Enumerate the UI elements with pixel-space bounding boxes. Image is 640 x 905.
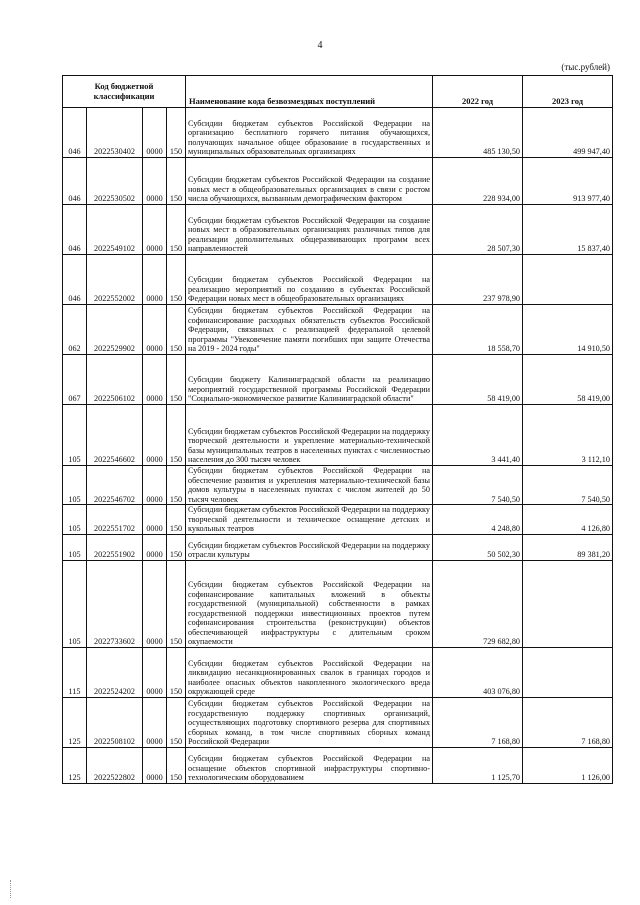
- header-year-2023: 2023 год: [523, 76, 613, 108]
- row-admin-code: 067: [63, 355, 87, 405]
- row-amount-2022: 18 558,70: [433, 305, 523, 355]
- row-budget-code: 2022733602: [87, 560, 143, 647]
- row-kind-code: 150: [167, 355, 186, 405]
- row-admin-code: 046: [63, 158, 87, 205]
- row-admin-code: 062: [63, 305, 87, 355]
- row-amount-2022: 50 502,30: [433, 534, 523, 560]
- row-amount-2022: 485 130,50: [433, 108, 523, 158]
- row-budget-code: 2022549102: [87, 205, 143, 255]
- unit-note: (тыс.рублей): [561, 62, 610, 72]
- row-description: Субсидии бюджетам субъектов Российской Федерации на поддержку творческой деятельности и укрепление материально-технической базы муниципальных театров в населенных пунктах с численностью населения до 300 тысяч человек: [186, 405, 433, 466]
- row-kind-code: 150: [167, 747, 186, 783]
- row-program-code: 0000: [143, 255, 167, 305]
- row-program-code: 0000: [143, 108, 167, 158]
- row-amount-2022: 28 507,30: [433, 205, 523, 255]
- table-row: [63, 560, 613, 647]
- row-amount-2022: 7 540,50: [433, 466, 523, 505]
- row-amount-2023: [523, 255, 613, 305]
- row-program-code: 0000: [143, 305, 167, 355]
- row-amount-2023: 499 947,40: [523, 108, 613, 158]
- row-kind-code: 150: [167, 305, 186, 355]
- row-program-code: 0000: [143, 355, 167, 405]
- row-amount-2023: 7 540,50: [523, 466, 613, 505]
- row-amount-2023: 7 168,80: [523, 697, 613, 747]
- row-amount-2023: [523, 647, 613, 697]
- row-amount-2023: 1 126,00: [523, 747, 613, 783]
- row-description: Субсидии бюджетам субъектов Российской Федерации на поддержку творческой деятельности и техническое оснащение детских и кукольных театров: [186, 505, 433, 535]
- table-row: [63, 466, 613, 505]
- row-program-code: 0000: [143, 534, 167, 560]
- row-admin-code: 105: [63, 466, 87, 505]
- row-kind-code: 150: [167, 405, 186, 466]
- row-amount-2023: 89 381,20: [523, 534, 613, 560]
- row-budget-code: 2022546702: [87, 466, 143, 505]
- row-amount-2022: 237 978,90: [433, 255, 523, 305]
- table-row: [63, 697, 613, 747]
- table-row: [63, 108, 613, 158]
- row-budget-code: 2022524202: [87, 647, 143, 697]
- table-row: [63, 534, 613, 560]
- page-number: 4: [317, 40, 323, 51]
- row-admin-code: 105: [63, 560, 87, 647]
- row-amount-2022: 3 441,40: [433, 405, 523, 466]
- row-kind-code: 150: [167, 108, 186, 158]
- row-program-code: 0000: [143, 158, 167, 205]
- row-budget-code: 2022530402: [87, 108, 143, 158]
- row-amount-2023: [523, 560, 613, 647]
- row-amount-2022: 1 125,70: [433, 747, 523, 783]
- row-kind-code: 150: [167, 505, 186, 535]
- row-description: Субсидии бюджетам субъектов Российской Федерации на ликвидацию несанкционированных свалок в границах городов и наиболее опасных объектов накопленного экологического вреда окружающей среде: [186, 647, 433, 697]
- row-description: Субсидии бюджетам субъектов Российской Федерации на государственную поддержку спортивных организаций, осуществляющих подготовку спортивного резерва для спортивных сборных команд, в том числе спортивных сборных команд Российской Федерации: [186, 697, 433, 747]
- row-program-code: 0000: [143, 405, 167, 466]
- row-amount-2022: 4 248,80: [433, 505, 523, 535]
- row-amount-2022: 58 419,00: [433, 355, 523, 405]
- budget-table: [62, 75, 613, 784]
- row-description: Субсидии бюджетам субъектов Российской Федерации на создание новых мест в образовательных организациях различных типов для реализации дополнительных общеразвивающих программ всех направленностей: [186, 205, 433, 255]
- row-description: Субсидии бюджетам субъектов Российской Федерации на создание новых мест в общеобразовательных организациях в связи с ростом числа обучающихся, вызванным демографическим фактором: [186, 158, 433, 205]
- row-kind-code: 150: [167, 560, 186, 647]
- row-description: Субсидии бюджетам субъектов Российской Федерации на оснащение объектов спортивной инфраструктуры спортивно-технологическим оборудованием: [186, 747, 433, 783]
- row-program-code: 0000: [143, 747, 167, 783]
- row-amount-2022: 729 682,80: [433, 560, 523, 647]
- row-admin-code: 046: [63, 108, 87, 158]
- row-description: Субсидии бюджетам субъектов Российской Федерации на организацию бесплатного горячего питания обучающихся, получающих начальное общее образование в государственных и муниципальных образовательных организациях: [186, 108, 433, 158]
- row-description: Субсидии бюджетам субъектов Российской Федерации на поддержку отрасли культуры: [186, 534, 433, 560]
- table-row: [63, 647, 613, 697]
- row-admin-code: 105: [63, 534, 87, 560]
- table-row: [63, 255, 613, 305]
- row-description: Субсидии бюджетам субъектов Российской Федерации на обеспечение развития и укрепления материально-технической базы домов культуры в населенных пунктах с числом жителей до 50 тысяч человек: [186, 466, 433, 505]
- row-description: Субсидии бюджетам субъектов Российской Федерации на софинансирование капитальных вложений в объекты государственной (муниципальной) собственности в рамках государственной поддержки инвестиционных проектов путем софинансирования строительства (реконструкции) объектов обеспечивающей инфраструктуры с длительным сроком окупаемости: [186, 560, 433, 647]
- row-admin-code: 105: [63, 405, 87, 466]
- row-budget-code: 2022508102: [87, 697, 143, 747]
- row-amount-2023: 4 126,80: [523, 505, 613, 535]
- row-program-code: 0000: [143, 505, 167, 535]
- table-header-row: [63, 76, 613, 108]
- row-budget-code: 2022551702: [87, 505, 143, 535]
- row-kind-code: 150: [167, 255, 186, 305]
- table-row: [63, 355, 613, 405]
- row-budget-code: 2022546602: [87, 405, 143, 466]
- row-kind-code: 150: [167, 697, 186, 747]
- row-admin-code: 105: [63, 505, 87, 535]
- table-row: [63, 405, 613, 466]
- row-budget-code: 2022506102: [87, 355, 143, 405]
- row-description: Субсидии бюджетам субъектов Российской Федерации на софинансирование расходных обязательств субъектов Российской Федерации, связанных с реализацией федеральной целевой программы "Увековечение памяти погибших при защите Отечества на 2019 - 2024 годы": [186, 305, 433, 355]
- row-amount-2023: 58 419,00: [523, 355, 613, 405]
- row-kind-code: 150: [167, 466, 186, 505]
- row-admin-code: 125: [63, 697, 87, 747]
- row-budget-code: 2022551902: [87, 534, 143, 560]
- header-name: Наименование кода безвозмездных поступлений: [186, 76, 433, 108]
- header-code: Код бюджетной классификации: [63, 76, 186, 108]
- row-budget-code: 2022552002: [87, 255, 143, 305]
- row-program-code: 0000: [143, 205, 167, 255]
- row-amount-2023: 14 910,50: [523, 305, 613, 355]
- row-kind-code: 150: [167, 647, 186, 697]
- row-description: Субсидии бюджету Калининградской области на реализацию мероприятий государственной программы Российской Федерации "Социально-экономическое развитие Калининградской области": [186, 355, 433, 405]
- row-program-code: 0000: [143, 466, 167, 505]
- row-program-code: 0000: [143, 560, 167, 647]
- row-program-code: 0000: [143, 647, 167, 697]
- row-admin-code: 046: [63, 255, 87, 305]
- row-amount-2022: 7 168,80: [433, 697, 523, 747]
- row-program-code: 0000: [143, 697, 167, 747]
- row-budget-code: 2022529902: [87, 305, 143, 355]
- header-year-2022: 2022 год: [433, 76, 523, 108]
- row-amount-2023: 913 977,40: [523, 158, 613, 205]
- table-row: [63, 158, 613, 205]
- row-admin-code: 125: [63, 747, 87, 783]
- row-kind-code: 150: [167, 205, 186, 255]
- row-amount-2023: 15 837,40: [523, 205, 613, 255]
- row-amount-2022: 403 076,80: [433, 647, 523, 697]
- row-description: Субсидии бюджетам субъектов Российской Федерации на реализацию мероприятий по созданию в субъектах Российской Федерации новых мест в общеобразовательных организациях: [186, 255, 433, 305]
- row-admin-code: 046: [63, 205, 87, 255]
- table-row: [63, 505, 613, 535]
- table-row: [63, 205, 613, 255]
- scan-edge-mark: [10, 880, 15, 898]
- row-admin-code: 115: [63, 647, 87, 697]
- table-row: [63, 747, 613, 783]
- row-kind-code: 150: [167, 534, 186, 560]
- row-amount-2022: 228 934,00: [433, 158, 523, 205]
- row-budget-code: 2022530502: [87, 158, 143, 205]
- row-kind-code: 150: [167, 158, 186, 205]
- row-budget-code: 2022522802: [87, 747, 143, 783]
- table-row: [63, 305, 613, 355]
- row-amount-2023: 3 112,10: [523, 405, 613, 466]
